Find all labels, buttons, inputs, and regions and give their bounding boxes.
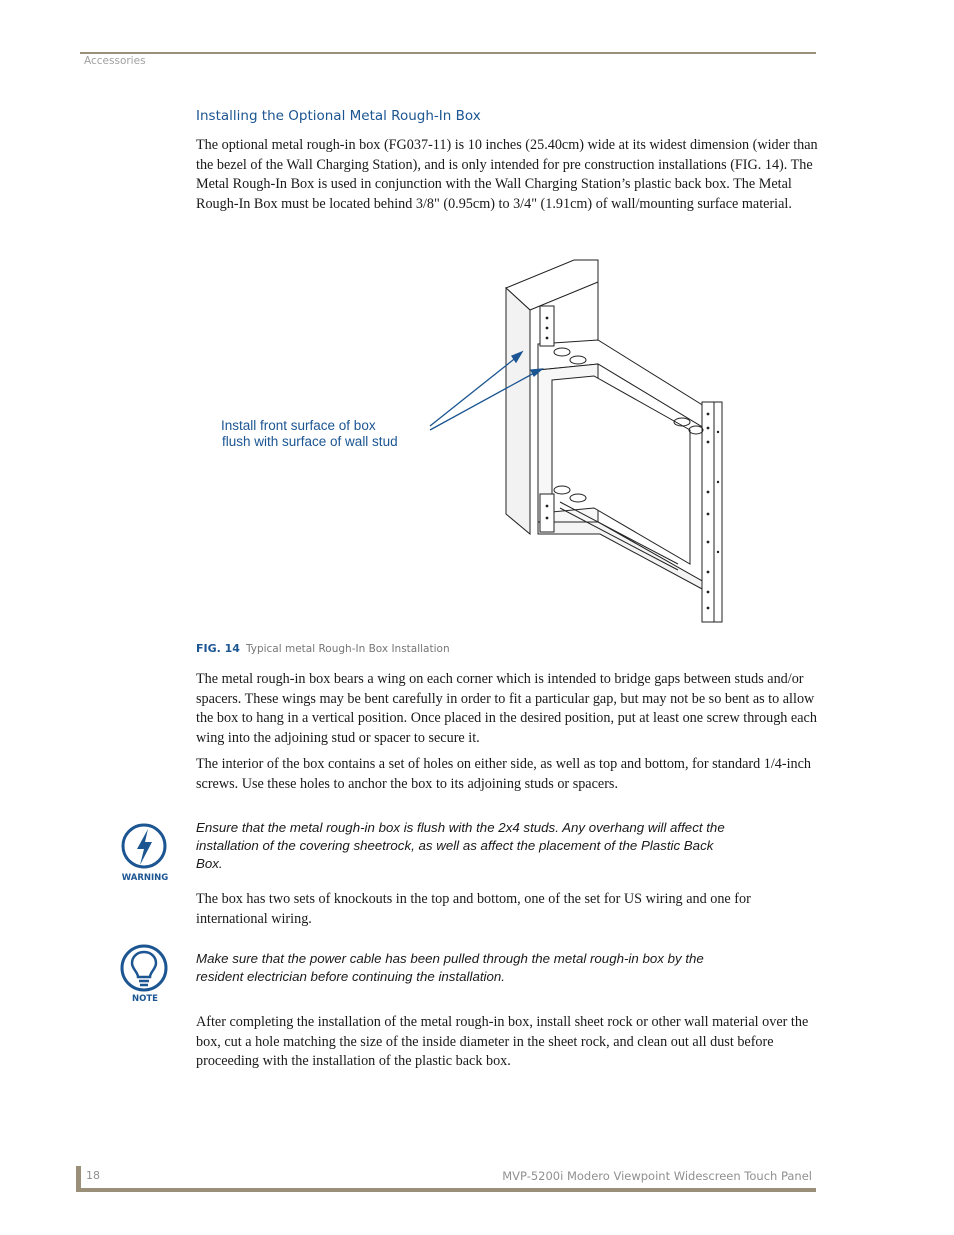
note-text: Make sure that the power cable has been pulled through the metal rough-in box by the resident electrician before continuing the installation. [196, 951, 704, 984]
after-paragraph: After completing the installation of the metal rough-in box, install sheet rock or other wall material over the box, cut a hole matching the size of the inside diameter in the sheet rock, and clean out all dust before proceeding with the installation of the plastic back box. [196, 1014, 809, 1070]
warning-icon [117, 820, 173, 872]
warning-notice-icon [117, 820, 175, 884]
section-title: Installing the Optional Metal Rough-In Box [196, 108, 481, 124]
callout-line-2: flush with surface of wall stud [222, 434, 398, 449]
knockouts-paragraph: The box has two sets of knockouts in the top and bottom, one of the set for US wiring and one for international wiring. [196, 891, 751, 927]
figure-callout [221, 418, 398, 450]
note-label: NOTE [132, 994, 158, 1004]
figure-number: FIG. 14 [196, 642, 240, 655]
page-number: 18 [86, 1169, 100, 1182]
footer-title: MVP-5200i Modero Viewpoint Widescreen Touch Panel [502, 1169, 812, 1183]
running-header: Accessories [84, 55, 146, 67]
intro-paragraph: The optional metal rough-in box (FG037-11) is 10 inches (25.40cm) wide at its widest dimension (wider than the bezel of the Wall Charging Station), and is only intended for pre construction installations (FIG. 14). The Metal Rough-In Box is used in conjunction with the Wall Charging Station’s plastic back box. The Metal Rough-In Box must be located behind 3/8" (0.95cm) to 3/4" (1.91cm) of wall/mounting surface material. [196, 137, 818, 212]
holes-paragraph: The interior of the box contains a set of holes on either side, as well as top and bottom, for standard 1/4-inch screws. Use these holes to anchor the box to its adjoining studs or spacers. [196, 756, 812, 792]
warning-label: WARNING [121, 873, 169, 883]
figure-caption-text: Typical metal Rough-In Box Installation [245, 643, 450, 655]
callout-line-1: Install front surface of box [221, 418, 376, 433]
figure-caption [196, 642, 450, 655]
footer-rule [80, 1188, 816, 1192]
wings-paragraph: The metal rough-in box bears a wing on each corner which is intended to bridge gaps between studs and/or spacers. These wings may be bent carefully in order to fit a particular gap, but may not be so bent as to allow the box to hang in a vertical position. Once placed in the desired position, put at least one screw through each wing into the adjoining stud or spacer to secure it. [196, 671, 817, 746]
note-notice-icon [117, 942, 175, 1006]
header-rule [80, 52, 816, 54]
lightbulb-icon [117, 942, 173, 994]
figure-rough-in-box [200, 252, 760, 632]
warning-text: Ensure that the metal rough-in box is flush with the 2x4 studs. Any overhang will affect the installation of the covering sheetrock, as well as affect the placement of the Plastic Back Box. [196, 820, 725, 871]
